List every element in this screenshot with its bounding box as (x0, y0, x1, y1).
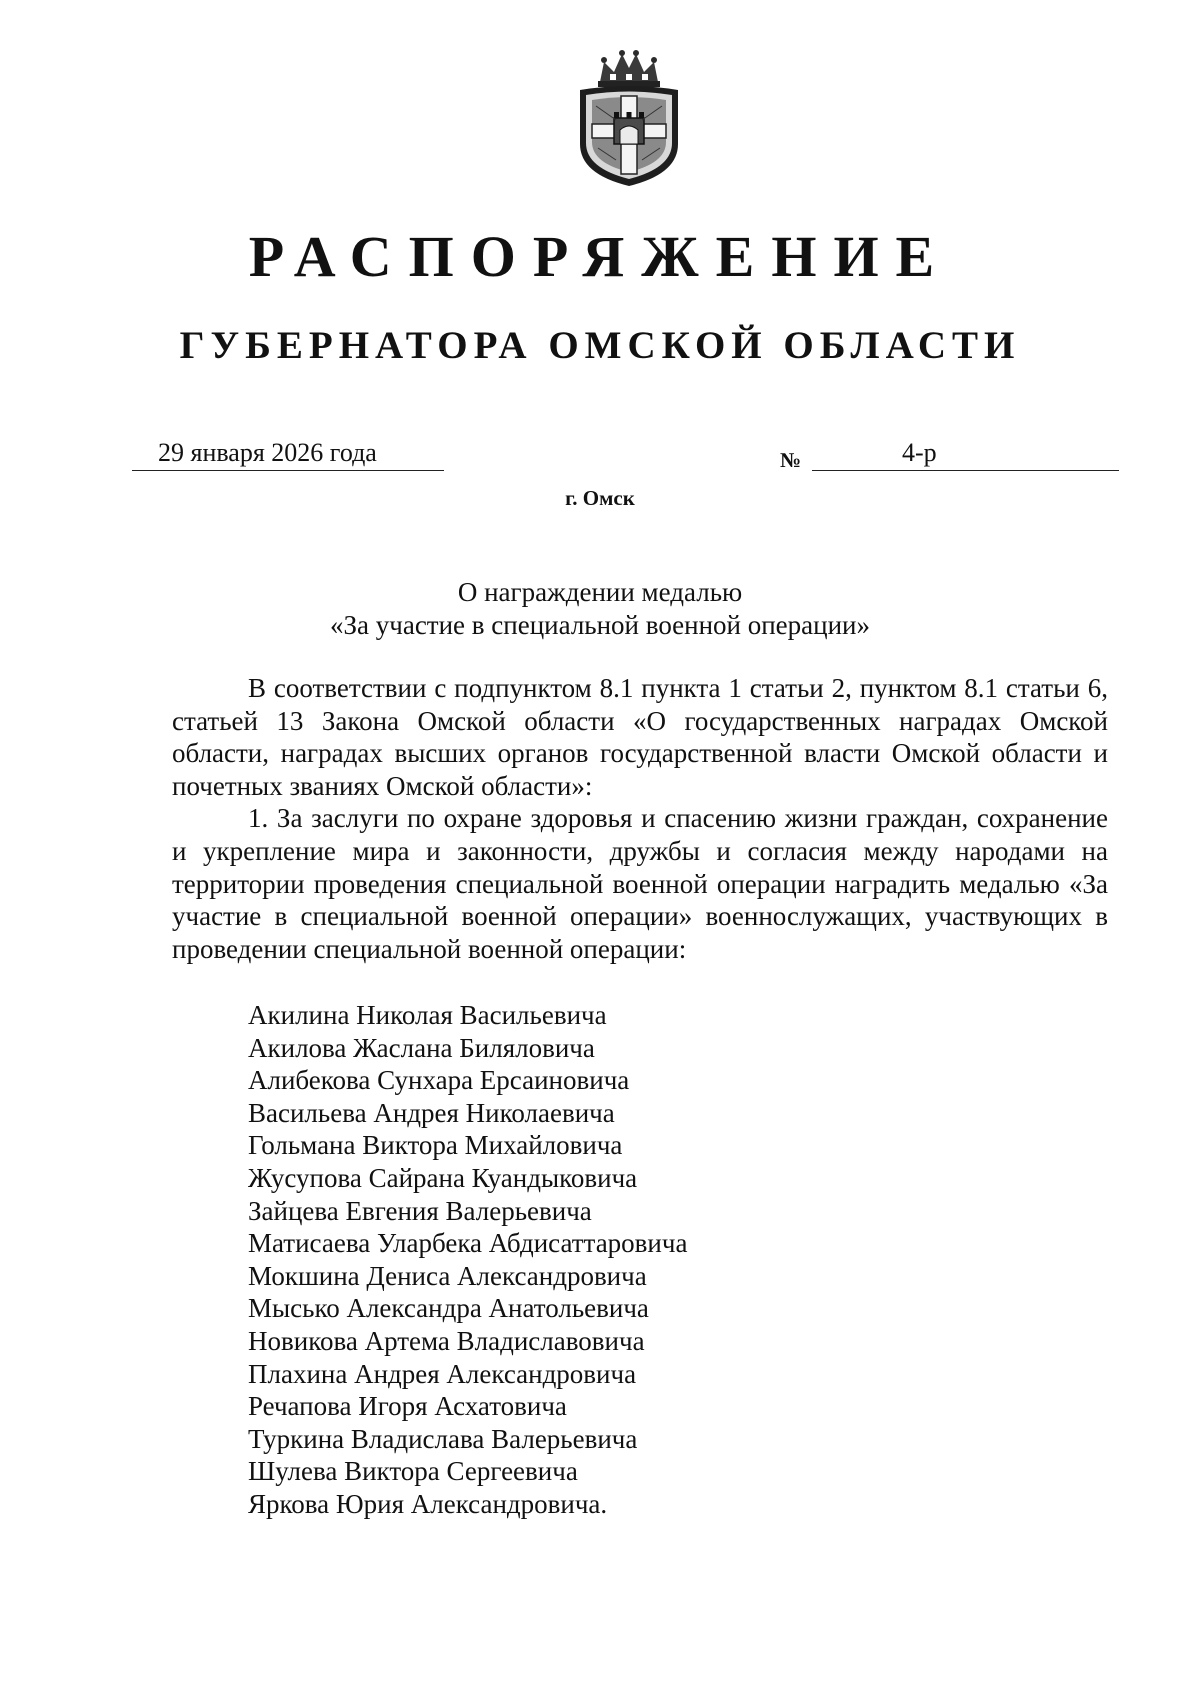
preamble-paragraph: В соответствии с подпунктом 8.1 пункта 1 статьи 2, пунктом 8.1 статьи 6, статьей 13 Закона Омской области «О государственных наградах Омской области, наградах высших органов государственной власти Омской области и почетных званиях Омской области»: (172, 673, 1108, 801)
awardee-name: Гольмана Виктора Михайловича (248, 1130, 623, 1161)
awardee-name: Алибекова Сунхара Ерсаиновича (248, 1065, 630, 1096)
awardee-name: Васильева Андрея Николаевича (248, 1097, 615, 1128)
awardee-name: Мысько Александра Анатольевича (248, 1293, 649, 1324)
awardee-name: Яркова Юрия Александровича. (248, 1488, 608, 1519)
number-sign: № (780, 448, 802, 472)
omsk-coat-of-arms-icon (570, 48, 688, 190)
document-type-title: РАСПОРЯЖЕНИЕ (248, 224, 952, 289)
issuer-subtitle: ГУБЕРНАТОРА ОМСКОЙ ОБЛАСТИ (179, 324, 1021, 367)
heading-line-2: «За участие в специальной военной операции» (330, 610, 870, 640)
awardee-name: Акилина Николая Васильевича (248, 1000, 607, 1030)
heading-line-1: О награждении медалью (457, 577, 743, 607)
number-underline (812, 470, 1119, 471)
document-heading (0, 576, 1200, 642)
awardee-name: Матисаева Уларбека Абдисаттаровича (248, 1228, 688, 1259)
awardee-name: Мокшина Дениса Александровича (248, 1260, 647, 1291)
awardee-name: Плахина Андрея Александровича (248, 1358, 637, 1389)
awardee-name: Жусупова Сайрана Куандыковича (248, 1162, 638, 1193)
document-city: г. Омск (565, 486, 635, 510)
awardees-list (248, 999, 687, 1521)
date-underline (132, 470, 444, 471)
document-body (172, 672, 1108, 965)
awardee-name: Акилова Жаслана Биляловича (248, 1032, 595, 1063)
awardee-name: Речапова Игоря Асхатовича (248, 1391, 567, 1422)
document-date: 29 января 2026 года (158, 438, 377, 467)
awardee-name: Новикова Артема Владиславовича (248, 1325, 645, 1356)
awardee-name: Зайцева Евгения Валерьевича (248, 1195, 592, 1226)
document-number: 4-р (902, 438, 937, 467)
item-1-paragraph: 1. За заслуги по охране здоровья и спасению жизни граждан, сохранение и укрепление мира и законности, дружбы и согласия между народами на территории проведения специальной военной операции наградить медалью «За участие в специальной военной операции» военнослужащих, участвующих в проведении специальной военной операции: (172, 803, 1108, 964)
awardee-name: Шулева Виктора Сергеевича (248, 1456, 578, 1487)
awardee-name: Туркина Владислава Валерьевича (248, 1423, 638, 1454)
